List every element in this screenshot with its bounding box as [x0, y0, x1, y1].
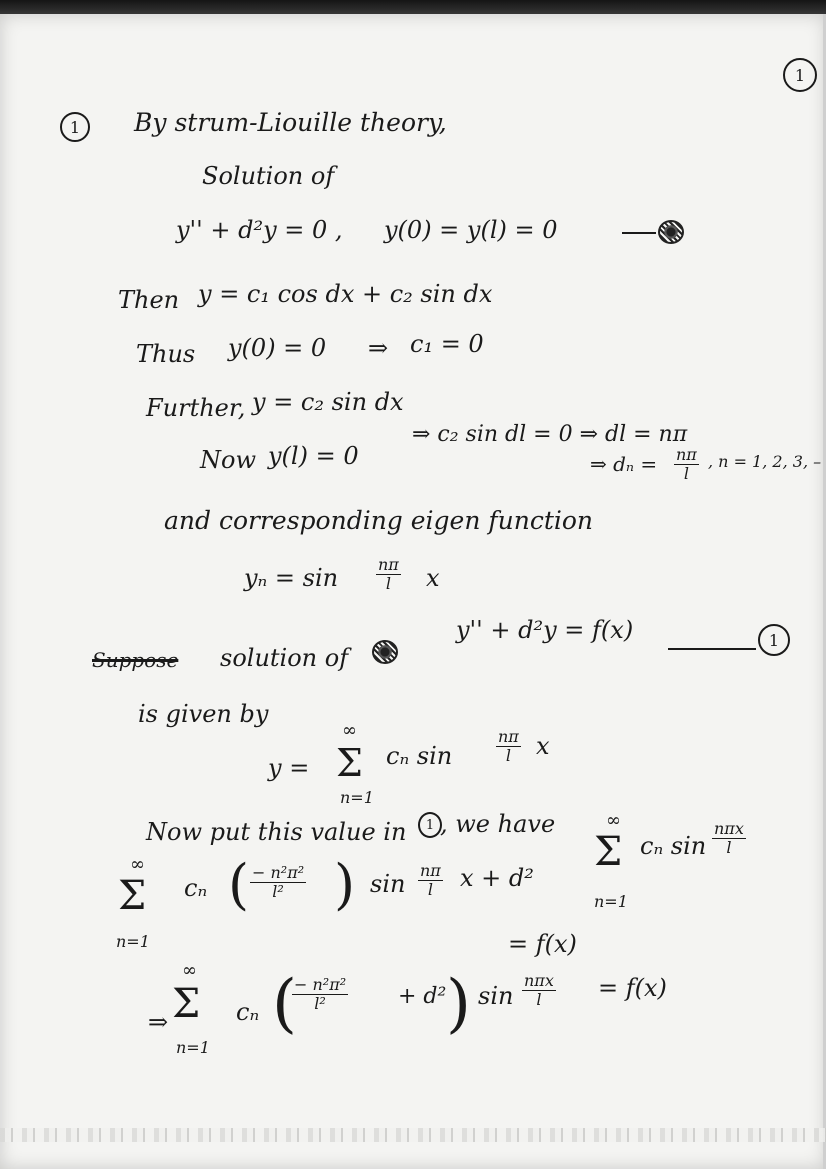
substitution-tag-text: 1: [425, 817, 435, 833]
line-intro: By strum-Liouille theory,: [134, 108, 447, 137]
general-solution: y = c₁ cos dx + c₂ sin dx: [198, 280, 493, 308]
frac-den: l²: [314, 993, 326, 1013]
series-lhs: y =: [268, 754, 310, 782]
frac-den: l: [683, 463, 689, 483]
series-fraction: [496, 728, 521, 764]
sin-1: sin: [370, 870, 406, 898]
scan-bottom-strip: [0, 1128, 826, 1142]
thus-label: Thus: [136, 340, 196, 368]
suppose-label: Suppose: [92, 648, 179, 672]
tag-line: [622, 232, 656, 234]
question-number: [60, 112, 90, 142]
frac-num: nπx: [524, 971, 554, 990]
equation-tag: [758, 624, 790, 656]
series-term: cₙ sin: [386, 742, 453, 770]
frac-num: − n²π²: [294, 975, 347, 994]
eigenfunction-x: x: [426, 564, 440, 592]
eigenfunction-lhs: yₙ = sin: [244, 564, 339, 592]
given-by-label: is given by: [138, 700, 269, 728]
frac-num: nπx: [714, 819, 744, 838]
series-x: x: [536, 732, 550, 760]
frac-den: l²: [272, 881, 284, 901]
eigenfunction-heading: and corresponding eigen function: [164, 506, 594, 535]
sigma-sup-2: ∞: [130, 854, 145, 875]
npix-fraction-2: [522, 972, 556, 1008]
sigma-sup-1: ∞: [342, 720, 357, 741]
sigma-4: Σ: [172, 981, 201, 1027]
then-label: Then: [118, 286, 180, 314]
tag-line-2: [668, 648, 756, 650]
plus-d2: + d²: [398, 984, 447, 1009]
further-label: Further,: [146, 394, 246, 422]
sigma-sub-3: n=1: [594, 892, 628, 911]
npi-fraction-1: [418, 862, 443, 898]
sigma-3: Σ: [594, 829, 623, 875]
frac-den: l: [505, 745, 511, 765]
frac-num: − n²π²: [252, 863, 305, 882]
equals-fx-2: = f(x): [598, 974, 667, 1002]
frac-num: nπ: [498, 727, 519, 746]
eigenvalue-label: ⇒ dₙ =: [590, 452, 658, 476]
paren-close-2: ): [446, 967, 471, 1041]
frac-num: nπ: [676, 445, 697, 464]
line-solution-of: Solution of: [202, 162, 335, 190]
now-label: Now: [200, 446, 256, 474]
eigenvalue-fraction: [674, 446, 699, 482]
frac-den: l: [536, 989, 542, 1009]
frac-den: l: [385, 573, 391, 593]
crossed-out-scribble-2: [372, 640, 398, 664]
ode-inhomogeneous: y'' + d²y = f(x): [456, 616, 634, 644]
substitution-tag: [418, 812, 442, 838]
solution-of-label: solution of: [220, 644, 349, 672]
c1-zero: c₁ = 0: [410, 330, 484, 358]
reduced-solution: y = c₂ sin dx: [252, 388, 404, 416]
eigen-condition: ⇒ c₂ sin dl = 0 ⇒ dl = nπ: [412, 422, 688, 447]
paren-close-1: ): [334, 853, 356, 916]
coef-cn-2: cₙ sin: [640, 832, 707, 860]
sigma-sup-4: ∞: [182, 960, 197, 981]
crossed-out-scribble: [658, 220, 684, 244]
bc-right: y(l) = 0: [268, 442, 359, 470]
sin-2: sin: [478, 982, 514, 1010]
sigma-sub-1: n=1: [340, 788, 374, 807]
equals-fx-1: = f(x): [508, 930, 577, 958]
x-plus-d2: x + d²: [460, 864, 534, 892]
npix-fraction-1: [712, 820, 746, 856]
neg-n2pi2-fraction-1: [250, 864, 306, 900]
frac-num: nπ: [378, 555, 399, 574]
ode-homogeneous: y'' + d²y = 0 ,: [176, 216, 343, 244]
sigma-sub-4: n=1: [176, 1038, 210, 1057]
coef-cn-3: cₙ: [236, 998, 260, 1026]
page-number-text: 1: [794, 65, 806, 85]
equation-tag-text: 1: [768, 630, 780, 650]
paren-open-1: (: [228, 853, 250, 916]
sigma-1: Σ: [336, 741, 363, 785]
substitution-tail: , we have: [440, 810, 556, 838]
frac-num: nπ: [420, 861, 441, 880]
sigma-sub-2: n=1: [116, 932, 150, 951]
sigma-sup-3: ∞: [606, 810, 621, 831]
eigenvalue-index: , n = 1, 2, 3, –: [708, 452, 822, 471]
paren-open-2: (: [272, 967, 297, 1041]
implies-arrow: ⇒: [368, 334, 389, 362]
frac-den: l: [427, 879, 433, 899]
page-number: [783, 58, 817, 92]
coef-cn-1: cₙ: [184, 874, 208, 902]
implies-arrow-2: ⇒: [148, 1008, 169, 1036]
boundary-conditions: y(0) = y(l) = 0: [384, 216, 558, 244]
question-number-text: 1: [69, 117, 81, 137]
frac-den: l: [726, 837, 732, 857]
eigenfunction-fraction: [376, 556, 401, 592]
substitution-line: Now put this value in: [146, 818, 407, 846]
sigma-2: Σ: [118, 873, 147, 919]
neg-n2pi2-fraction-2: [292, 976, 348, 1012]
bc-left: y(0) = 0: [228, 334, 327, 362]
